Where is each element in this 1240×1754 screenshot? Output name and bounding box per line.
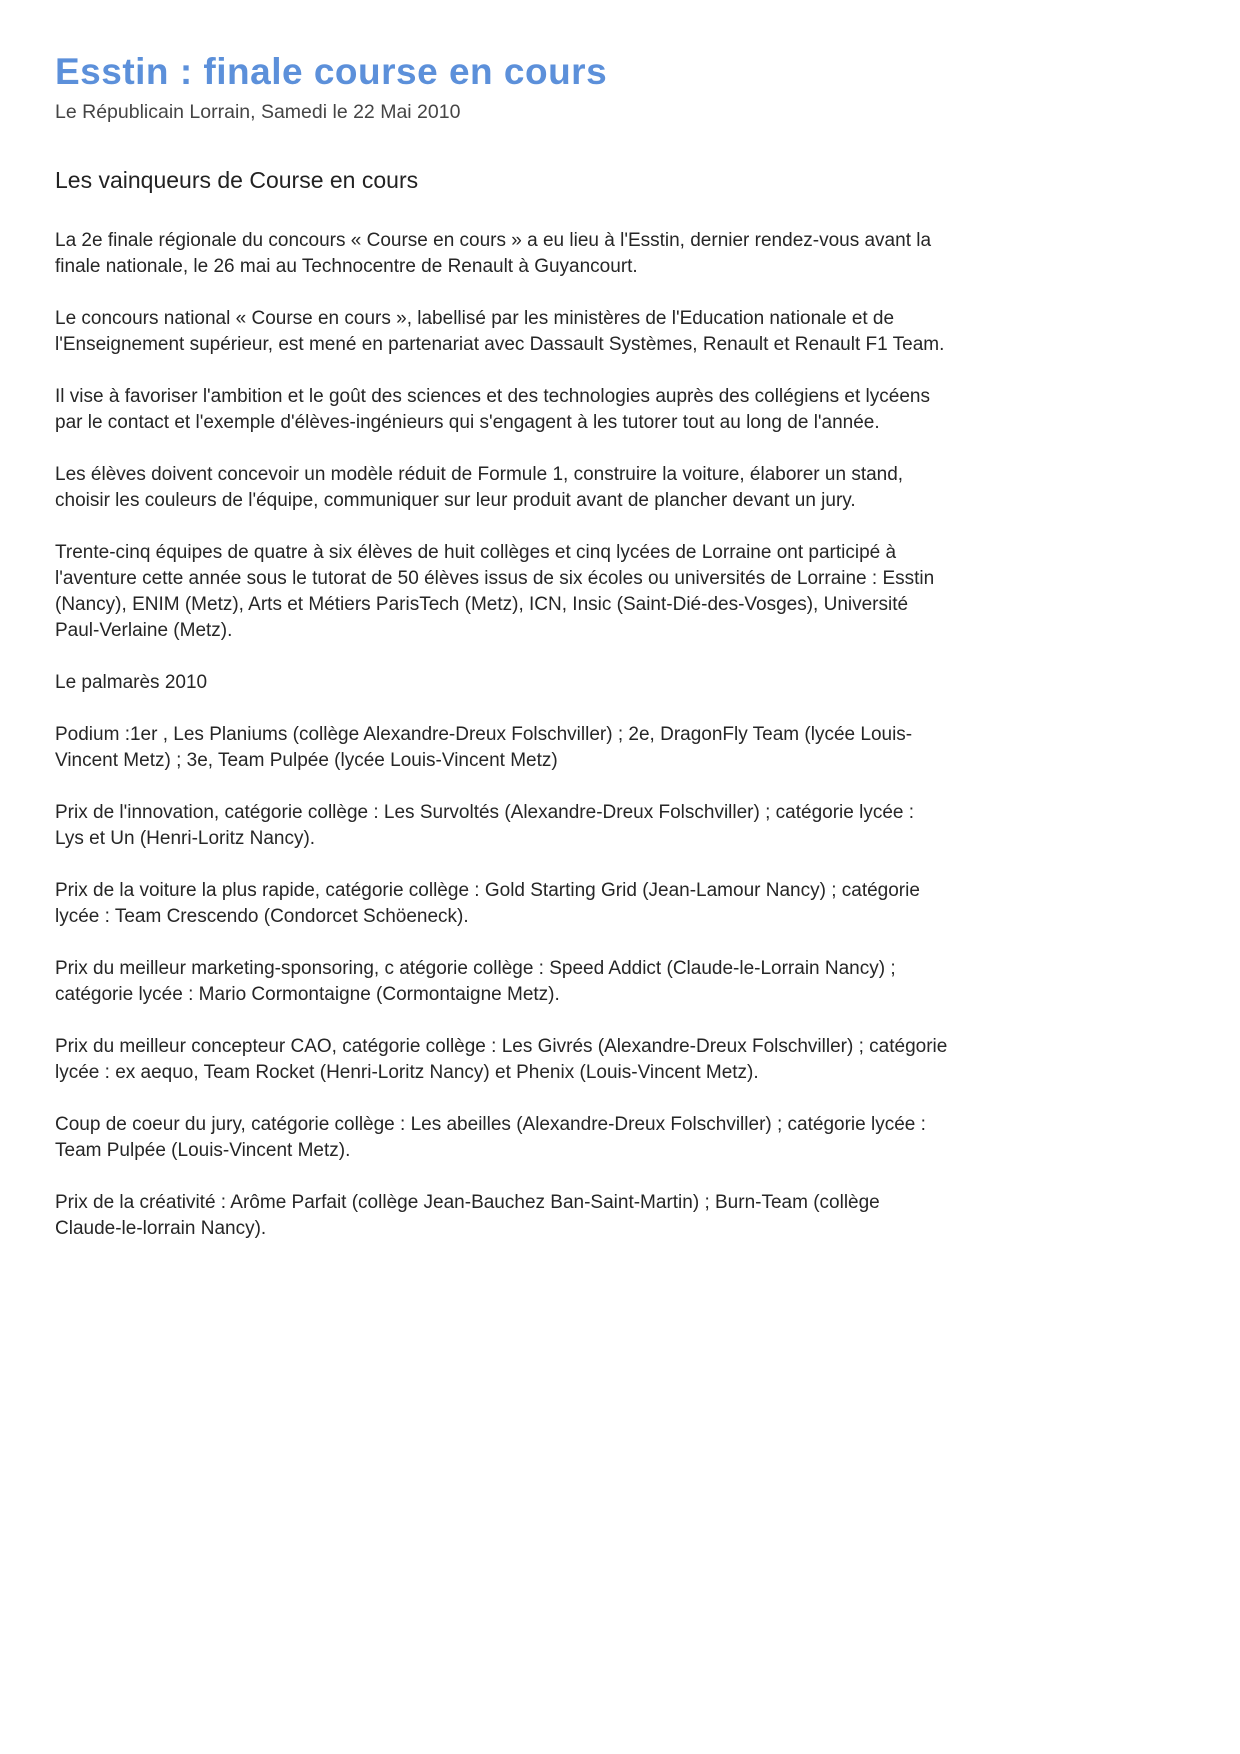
text-line: Les élèves doivent concevoir un modèle réduit de Formule 1, construire la voiture, élaborer un stand, (55, 464, 904, 485)
paragraph (55, 540, 1188, 644)
text-line: catégorie lycée : Mario Cormontaigne (Cormontaigne Metz). (55, 984, 560, 1005)
text-line: Trente-cinq équipes de quatre à six élèves de huit collèges et cinq lycées de Lorraine ont participé à (55, 542, 897, 563)
text-line: Paul-Verlaine (Metz). (55, 620, 233, 641)
paragraph (55, 670, 1188, 696)
text-line: (Nancy), ENIM (Metz), Arts et Métiers ParisTech (Metz), ICN, Insic (Saint-Dié-des-Vosges), Université (55, 594, 909, 615)
paragraph (55, 1034, 1188, 1086)
paragraph (55, 878, 1188, 930)
text-line: Le palmarès 2010 (55, 672, 208, 693)
text-line: Prix de la voiture la plus rapide, catégorie collège : Gold Starting Grid (Jean-Lamour Nancy) ; catégorie (55, 880, 920, 901)
text-line: Prix du meilleur concepteur CAO, catégorie collège : Les Givrés (Alexandre-Dreux Folschviller) ; catégorie (55, 1036, 948, 1057)
paragraph (55, 228, 1188, 280)
article (55, 52, 1188, 1242)
paragraph (55, 1112, 1188, 1164)
text-line: Lys et Un (Henri-Loritz Nancy). (55, 828, 316, 849)
paragraph (55, 1190, 1188, 1242)
text-line: Vincent Metz) ; 3e, Team Pulpée (lycée Louis-Vincent Metz) (55, 750, 558, 771)
text-line: Prix de l'innovation, catégorie collège : Les Survoltés (Alexandre-Dreux Folschviller) ; catégorie lycée : (55, 802, 915, 823)
text-line: Le concours national « Course en cours », labellisé par les ministères de l'Education nationale et de (55, 308, 895, 329)
article-source-line: Le Républicain Lorrain, Samedi le 22 Mai 2010 (55, 101, 461, 123)
article-body (55, 228, 1188, 1242)
text-line: La 2e finale régionale du concours « Course en cours » a eu lieu à l'Esstin, dernier rendez-vous avant la (55, 230, 932, 251)
paragraph (55, 800, 1188, 852)
text-line: Team Pulpée (Louis-Vincent Metz). (55, 1140, 351, 1161)
paragraph (55, 384, 1188, 436)
paragraph (55, 306, 1188, 358)
text-line: Prix du meilleur marketing-sponsoring, c atégorie collège : Speed Addict (Claude-le-Lorrain Nancy) ; (55, 958, 896, 979)
text-line: Il vise à favoriser l'ambition et le goût des sciences et des technologies auprès des collégiens et lycéens (55, 386, 930, 407)
text-line: lycée : Team Crescendo (Condorcet Schöeneck). (55, 906, 469, 927)
text-line: par le contact et l'exemple d'élèves-ingénieurs qui s'engagent à les tutorer tout au long de l'année. (55, 412, 880, 433)
paragraph (55, 722, 1188, 774)
text-line: Coup de coeur du jury, catégorie collège : Les abeilles (Alexandre-Dreux Folschviller) ; catégorie lycée : (55, 1114, 926, 1135)
text-line: l'Enseignement supérieur, est mené en partenariat avec Dassault Systèmes, Renault et Renault F1 Team. (55, 334, 945, 355)
article-title: Esstin : finale course en cours (55, 51, 608, 92)
paragraph (55, 462, 1188, 514)
text-line: Prix de la créativité : Arôme Parfait (collège Jean-Bauchez Ban-Saint-Martin) ; Burn-Team (collège (55, 1192, 880, 1213)
text-line: finale nationale, le 26 mai au Technocentre de Renault à Guyancourt. (55, 256, 638, 277)
text-line: lycée : ex aequo, Team Rocket (Henri-Loritz Nancy) et Phenix (Louis-Vincent Metz). (55, 1062, 759, 1083)
text-line: choisir les couleurs de l'équipe, communiquer sur leur produit avant de plancher devant un jury. (55, 490, 856, 511)
section-heading: Les vainqueurs de Course en cours (55, 167, 419, 193)
paragraph (55, 956, 1188, 1008)
text-line: l'aventure cette année sous le tutorat de 50 élèves issus de six écoles ou universités de Lorraine : Esstin (55, 568, 935, 589)
text-line: Podium :1er , Les Planiums (collège Alexandre-Dreux Folschviller) ; 2e, DragonFly Team (lycée Louis- (55, 724, 913, 745)
text-line: Claude-le-lorrain Nancy). (55, 1218, 267, 1239)
